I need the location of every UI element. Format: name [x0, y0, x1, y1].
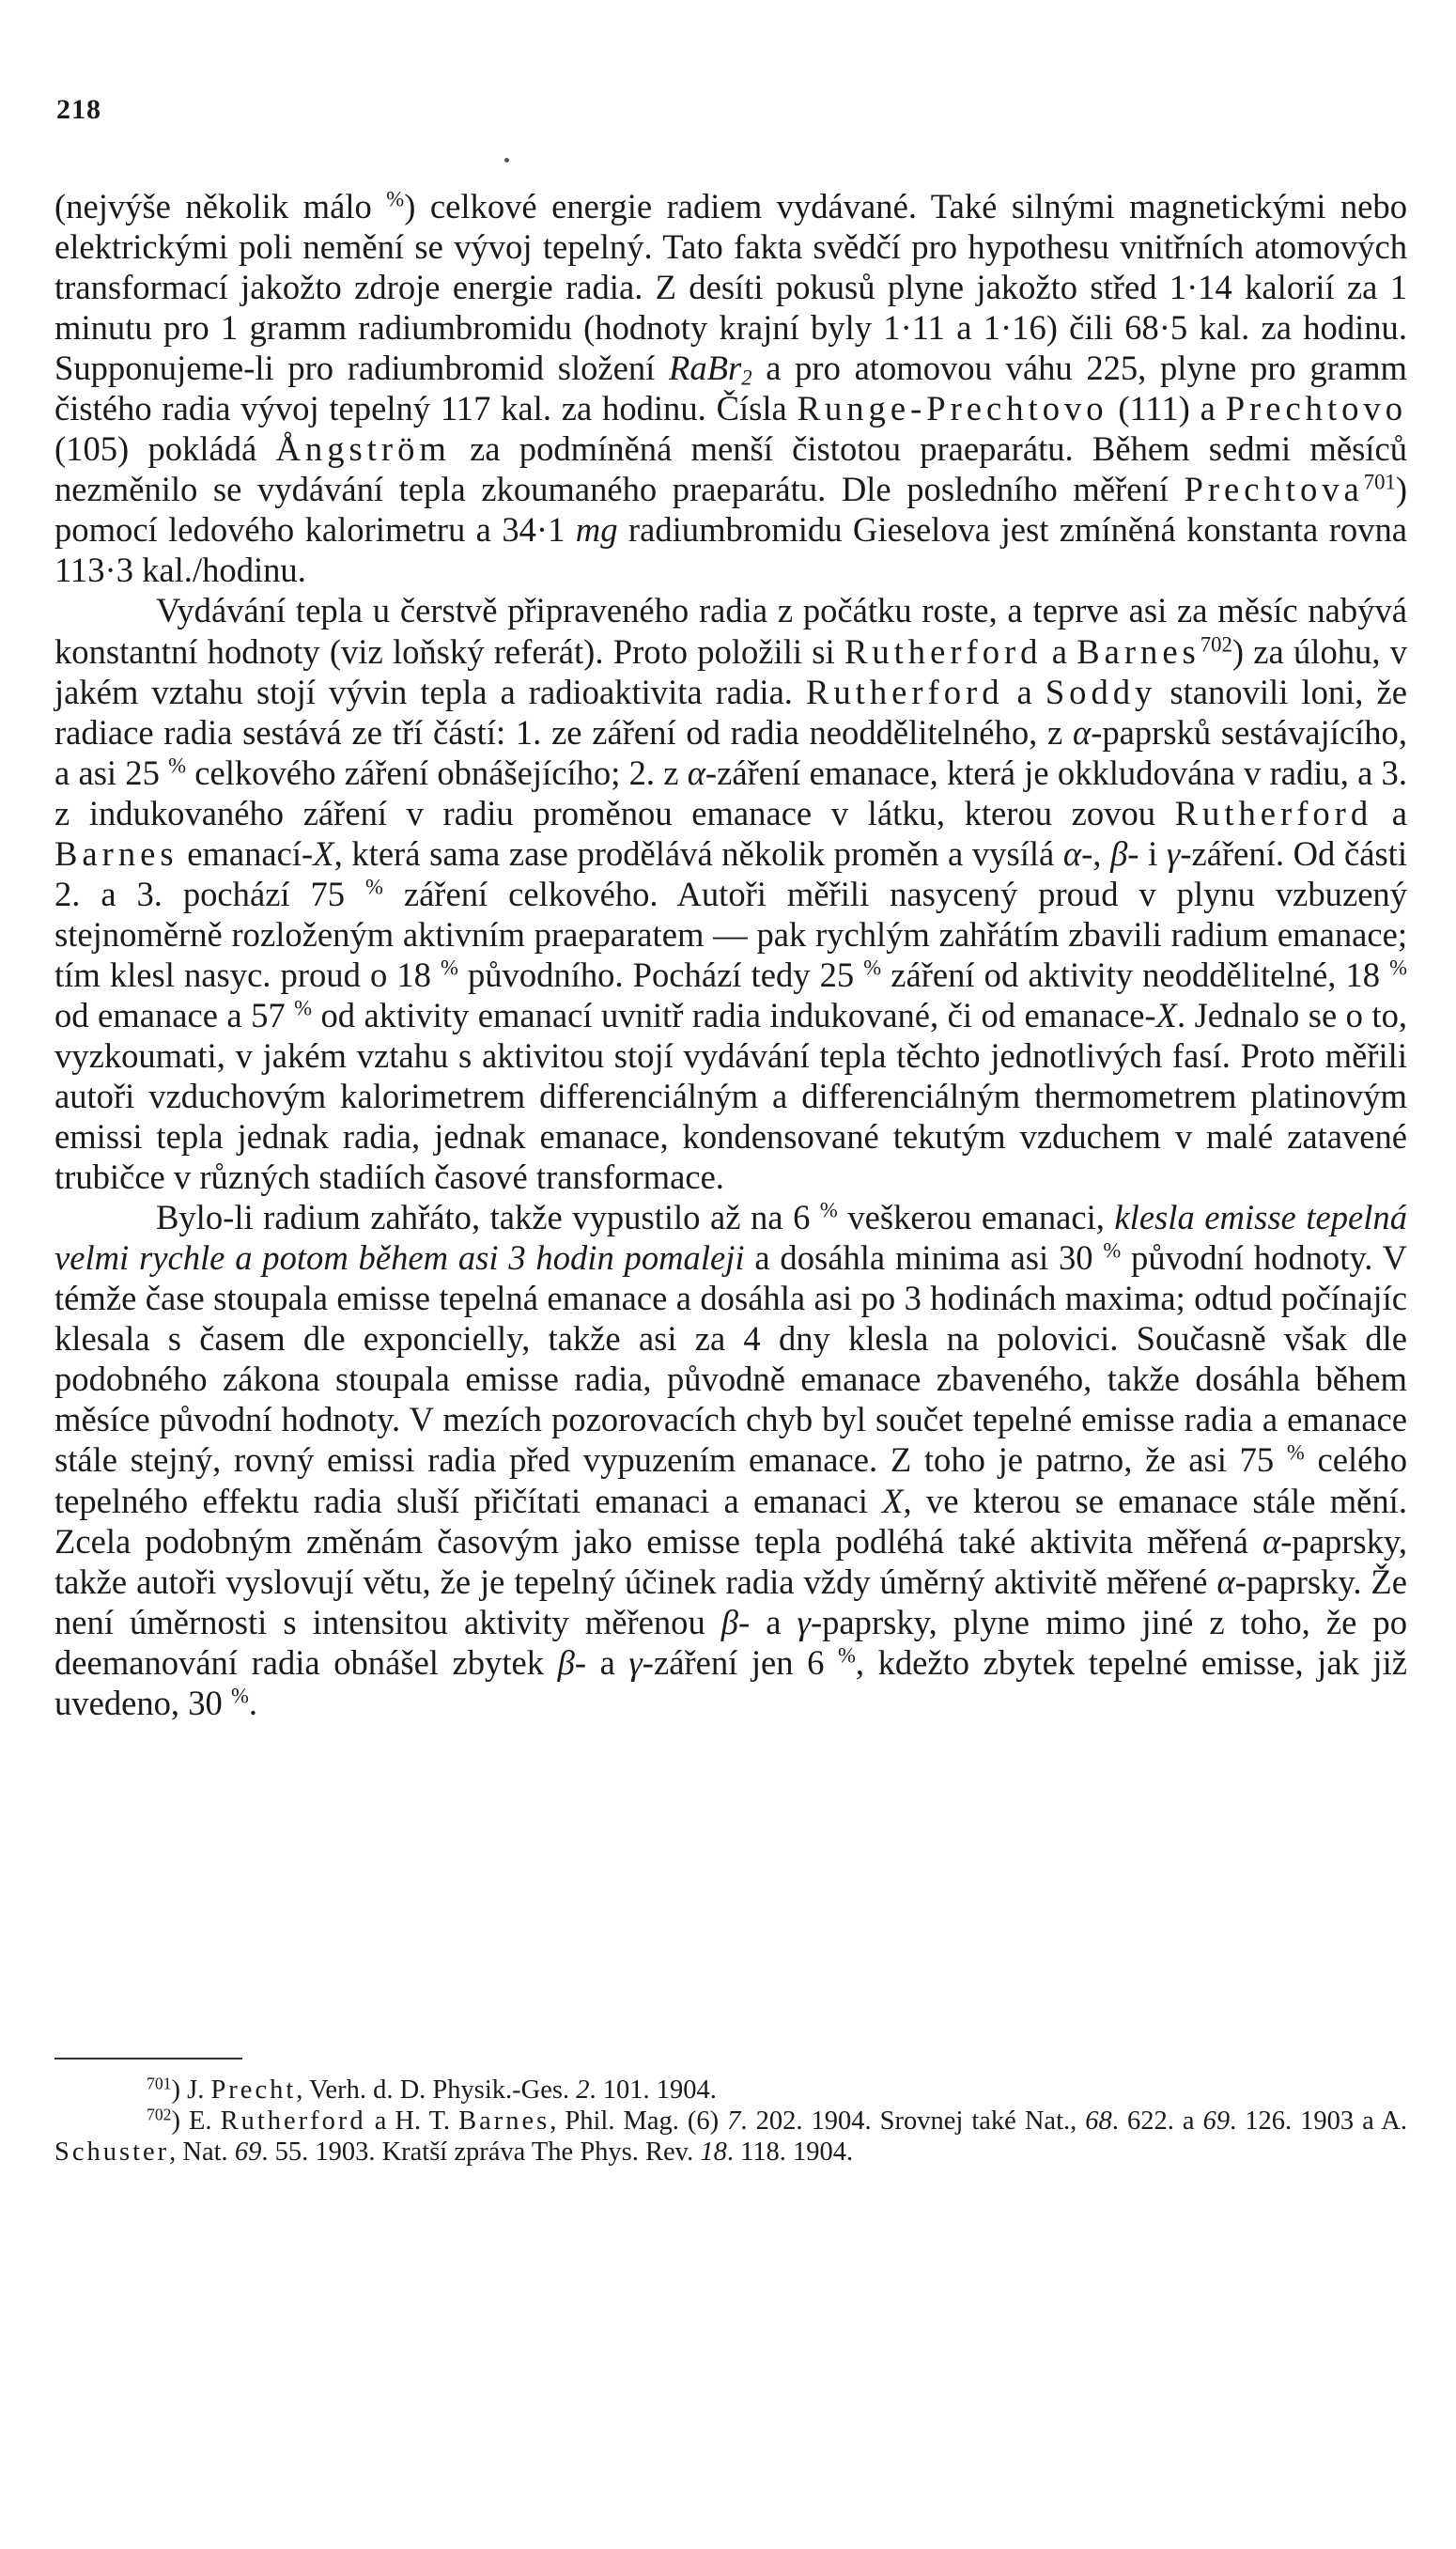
footnote-702: $^{702}$) E. Rutherford a H. T. Barnes, Phil. Mag. (6) 7. 202. 1904. Srovnej také Nat., 68. 622. a 69. 126. 1903 a A. Schuster, Nat. 69. 55. 1903. Kratší zpráva The Phys. Rev. 18. 118. 1904.	[54, 2105, 1407, 2167]
footnote-separator	[54, 2058, 242, 2059]
name-rutherford: Rutherford	[1174, 793, 1373, 832]
print-dot	[504, 158, 509, 163]
body-text	[54, 186, 1407, 1723]
name-soddy: Soddy	[1045, 672, 1157, 711]
name-barnes: Barnes	[1077, 631, 1200, 671]
paragraph-1: (nejvýše několik málo %) celkové energie radiem vydávané. Také silnými magnetickými nebo elektrickými poli nemění se vývoj tepelný. Tato fakta svědčí pro hypothesu vnitřních atomových transformací jakožto zdroje energie radia. Z desíti pokusů plyne jakožto střed 1·14 kalorií za 1 minutu pro 1 gramm radiumbromidu (hodnoty krajní byly 1·11 a 1·16) čili 68·5 kal. za hodinu. Supponujeme-li pro radiumbromid složení RaBr$_2$ a pro atomovou váhu 225, plyne pro gramm čistého radia vývoj tepelný 117 kal. za hodinu. Čísla Runge-Prechtovo (111) a Prechtovo (105) pokládá Ångström za podmíněná menší čistotou praeparátu. Během sedmi měsíců nezměnilo se vydávání tepla zkoumaného praeparátu. Dle posledního měření Prechtova$^{701}$) pomocí ledového kalorimetru a 34·1 mg radiumbromidu Gieselova jest zmíněná konstanta rovna 113·3 kal./hodinu.	[54, 187, 1408, 590]
page-number: 218	[56, 94, 101, 125]
name-precht: Prechtovo	[1225, 389, 1408, 428]
name-runge-precht: Runge-Prechtovo	[797, 389, 1108, 428]
name-precht: Prechtova	[1184, 470, 1364, 509]
paragraph-3: Bylo-li radium zahřáto, takže vypustilo až na 6 % veškerou emanaci, klesla emisse tepelná velmi rychle a potom během asi 3 hodin pomaleji a dosáhla minima asi 30 % původní hodnoty. V témže čase stoupala emisse tepelná emanace a dosáhla asi po 3 hodinách maxima; odtud počínajíc klesala s časem dle exponcielly, takže asi za 4 dny klesla na polovici. Současně však dle podobného zákona stoupala emisse radia, původně emanace zbaveného, takže dosáhla během měsíce původní hodnoty. V mezích pozorovacích chyb byl součet tepelné emisse radia a emanace stále stejný, rovný emissi radia před vypuzením emanace. Z toho je patrno, že asi 75 % celého tepelného effektu radia sluší přičítati emanaci a emanaci X, ve kterou se emanace stále mění. Zcela podobným změnám časovým jako emisse tepla podléhá také aktivita měřená α-paprsky, takže autoři vyslovují větu, že je tepelný účinek radia vždy úměrný aktivitě měřené α-paprsky. Že není úměrnosti s intensitou aktivity měřenou β- a γ-paprsky, plyne mimo jiné z toho, že po deemanování radia obnášel zbytek β- a γ-záření jen 6 %, kdežto zbytek tepelné emisse, jak již uvedeno, 30 %.	[54, 1198, 1407, 1722]
paragraph-2: Vydávání tepla u čerstvě připraveného radia z počátku roste, a teprve asi za měsíc nabývá konstantní hodnoty (viz loňský referát). Proto položili si Rutherford a Barnes$^{702}$) za úlohu, v jakém vztahu stojí vývin tepla a radioaktivita radia. Rutherford a Soddy stanovili loni, že radiace radia sestává ze tří částí: 1. ze záření od radia neoddělitelného, z α-paprsků sestávajícího, a asi 25 % celkového záření obnášejícího; 2. z α-záření emanace, která je okkludována v radiu, a 3. z indukovaného záření v radiu proměnou emanace v látku, kterou zovou Rutherford a Barnes emanací-X, která sama zase prodělává několik proměn a vysílá α-, β- i γ-záření. Od části 2. a 3. pochází 75 % záření celkového. Autoři měřili nasycený proud v plynu vzbuzený stejnoměrně rozloženým aktivním praeparatem — pak rychlým zahřátím zbavili radium emanace; tím klesl nasyc. proud o 18 % původního. Pochází tedy 25 % záření od aktivity neoddělitelné, 18 % od emanace a 57 % od aktivity emanací uvnitř radia indukované, či od emanace-X. Jednalo se o to, vyzkoumati, v jakém vztahu s aktivitou stojí vydávání tepla těchto jednotlivých fasí. Proto měřili autoři vzduchovým kalorimetrem differenciálným a differenciálným thermometrem platinovým emissi tepla jednak radia, jednak emanace, kondensované tekutým vzduchem v malé zatavené trubičce v různých stadiích časové transformace.	[54, 591, 1408, 1197]
footnote-701: $^{701}$) J. Precht, Verh. d. D. Physik.-Ges. 2. 101. 1904.	[147, 2074, 717, 2105]
footnotes	[54, 2075, 1407, 2168]
name-rutherford: Rutherford	[844, 631, 1043, 671]
footnote-ref-701: 701	[1363, 470, 1396, 494]
emphasis-text: klesla emisse tepelná velmi rychle a potom během asi 3 hodin pomaleji	[54, 1198, 1407, 1278]
footnote-ref-702: 702	[1200, 632, 1232, 657]
name-barnes: Barnes	[54, 833, 178, 873]
name-rutherford: Rutherford	[806, 672, 1004, 711]
name-angstrom: Ångström	[275, 429, 451, 469]
